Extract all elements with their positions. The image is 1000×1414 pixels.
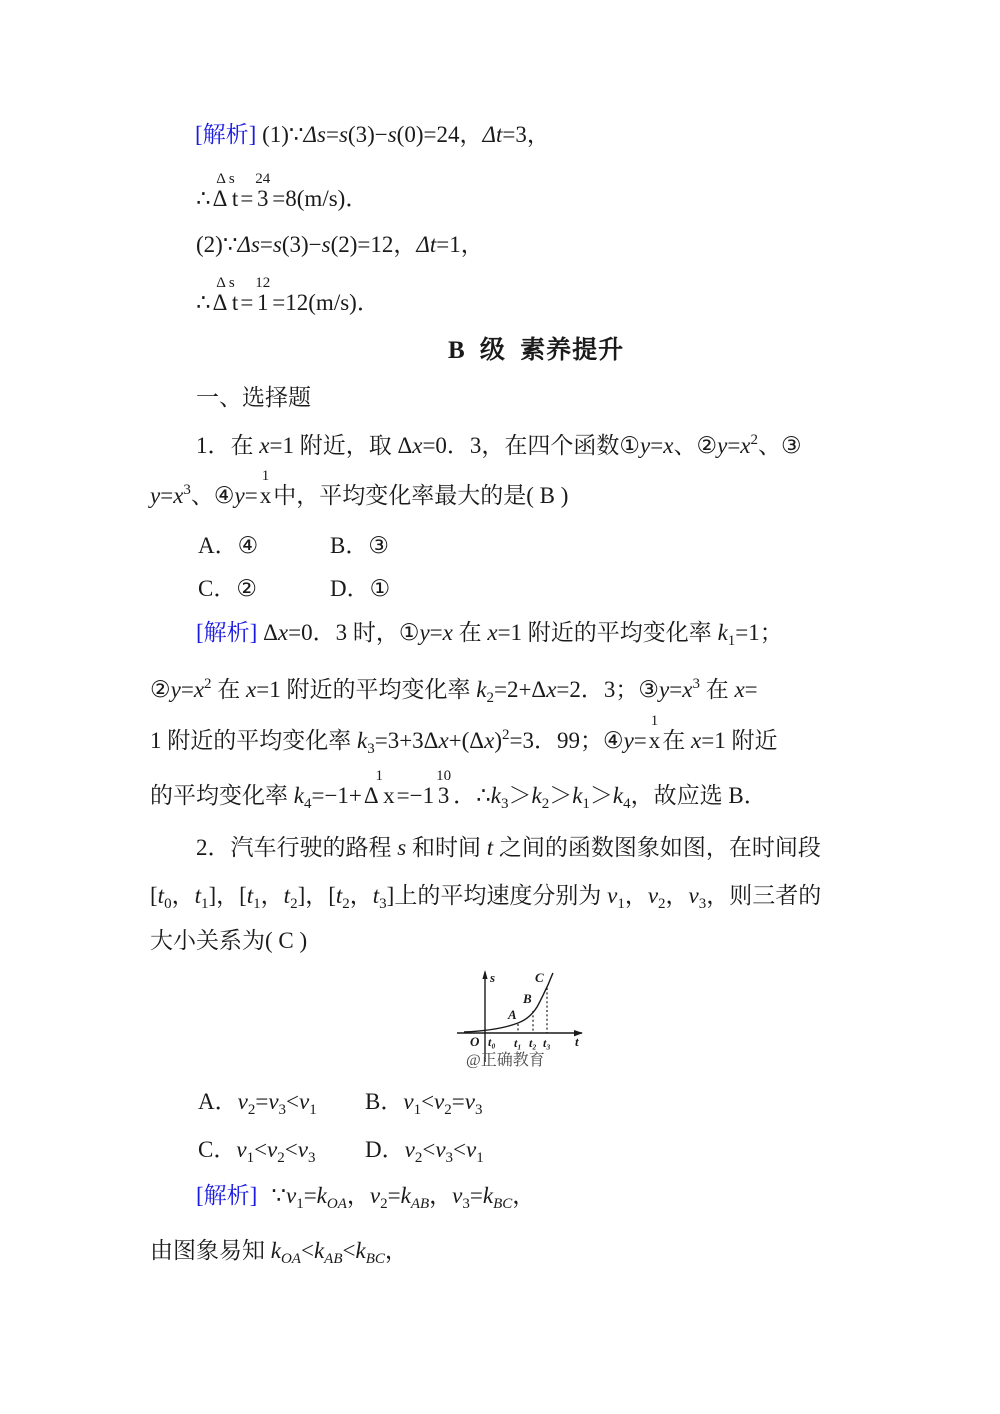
text-segment: ， xyxy=(624,883,648,908)
text-segment: = xyxy=(303,1183,317,1208)
text-segment: x xyxy=(663,433,674,458)
text-segment: ， xyxy=(429,1183,453,1208)
text-segment: x xyxy=(173,483,184,508)
text-segment: 中，平均变化率最大的是( B ) xyxy=(273,483,569,508)
text-segment: = xyxy=(451,1089,465,1114)
text-segment: C． xyxy=(198,1137,237,1162)
text-segment: t xyxy=(246,883,254,908)
fraction xyxy=(213,276,239,315)
point-label-b: B xyxy=(523,991,532,1006)
text-segment: = xyxy=(255,1089,269,1114)
fraction xyxy=(436,769,451,808)
solution1-line1 xyxy=(195,120,550,150)
text-segment: < xyxy=(421,1089,435,1114)
text-segment: 的平均变化率 xyxy=(150,783,294,808)
s-axis-label: s xyxy=(490,970,496,985)
text-segment: y xyxy=(170,677,181,702)
text-segment: = xyxy=(259,232,273,257)
fraction-numerator: 1 xyxy=(261,468,270,484)
origin-label: O xyxy=(470,1034,480,1049)
fraction-denominator: Δ t xyxy=(212,290,239,315)
fraction-numerator: 12 xyxy=(255,275,271,291)
text-segment: 3 xyxy=(445,1150,454,1166)
fraction xyxy=(255,276,270,315)
fraction-numerator: 1 xyxy=(375,768,384,784)
point-label-c: C xyxy=(535,970,544,985)
text-segment: < xyxy=(453,1137,467,1162)
text-segment: 在 xyxy=(699,677,735,702)
text-segment: OA xyxy=(326,1196,347,1212)
text-segment: t xyxy=(194,883,201,908)
text-segment: v xyxy=(464,1089,475,1114)
text-segment: = xyxy=(160,483,174,508)
question2-analysis-line xyxy=(196,1181,535,1219)
fraction-numerator: Δ s xyxy=(216,171,235,187)
text-segment: =1 附近的平均变化率 xyxy=(497,620,718,645)
text-segment: ， xyxy=(349,883,373,908)
text-segment: 2 xyxy=(501,727,510,743)
text-segment: =1， xyxy=(436,232,484,257)
text-segment: (1)∵ xyxy=(256,122,304,147)
solution1-line4 xyxy=(196,276,380,318)
text-segment: 2 xyxy=(277,1150,285,1166)
text-segment: k xyxy=(476,677,487,702)
text-segment: ∴ xyxy=(196,290,211,315)
text-segment: 2．汽车行驶的路程 xyxy=(196,835,398,860)
text-segment: t xyxy=(157,883,165,908)
text-segment: ， xyxy=(171,883,195,908)
text-segment: = xyxy=(240,290,254,315)
text-segment: BC xyxy=(365,1251,385,1267)
text-segment: k xyxy=(355,1238,366,1263)
text-segment: v xyxy=(236,1137,247,1162)
text-segment: < xyxy=(286,1089,300,1114)
text-segment: [解析] xyxy=(196,1183,258,1208)
text-segment: =3， xyxy=(502,122,550,147)
text-segment: Δt xyxy=(416,232,437,257)
text-segment: = xyxy=(744,677,758,702)
question1-analysis-line1 xyxy=(196,618,783,656)
fraction-denominator: x xyxy=(648,728,661,753)
text-segment: v xyxy=(267,1137,278,1162)
text-segment: x xyxy=(246,677,257,702)
text-segment: s xyxy=(387,122,397,147)
text-segment: =2．3；③ xyxy=(556,677,660,702)
text-segment: 1 xyxy=(200,896,209,912)
text-segment: = xyxy=(429,620,443,645)
text-segment: =1； xyxy=(735,620,783,645)
question2-line1 xyxy=(196,833,821,863)
text-segment: ]，[ xyxy=(208,883,247,908)
text-segment: v xyxy=(452,1183,463,1208)
text-segment: ]上的平均速度分别为 xyxy=(386,883,608,908)
text-segment: 4 xyxy=(623,796,631,812)
text-segment: 2 xyxy=(541,796,550,812)
text-segment: v xyxy=(688,883,699,908)
text-segment: =1 附近 xyxy=(701,728,778,753)
text-segment: = xyxy=(240,186,254,211)
text-segment: k xyxy=(357,728,368,753)
text-segment: 2 xyxy=(290,896,298,912)
question2-option-c xyxy=(198,1135,315,1173)
text-segment: 1 附近的平均变化率 xyxy=(150,728,357,753)
text-segment: 4 xyxy=(303,796,312,812)
fraction-numerator: 10 xyxy=(436,768,452,784)
text-segment: =−1+ xyxy=(311,783,362,808)
text-segment: v xyxy=(403,1089,414,1114)
text-segment: k xyxy=(572,783,583,808)
text-segment: x xyxy=(691,728,702,753)
question1-option-d: D．① xyxy=(330,576,391,601)
text-segment: +(Δ xyxy=(448,728,485,753)
text-segment: ， xyxy=(260,883,284,908)
text-segment: ∴ xyxy=(196,186,211,211)
question1-option-c: C．② xyxy=(198,576,257,601)
text-segment: x xyxy=(682,677,693,702)
fraction-denominator: 3 xyxy=(257,186,269,211)
t-axis-label: t xyxy=(575,1034,579,1049)
text-segment: 3 xyxy=(307,1150,316,1166)
fraction xyxy=(649,714,661,753)
solution1-line2 xyxy=(196,172,368,214)
text-segment: =−1 xyxy=(396,783,435,808)
text-segment: 2 xyxy=(204,676,212,692)
text-segment: x xyxy=(487,620,498,645)
text-segment: v xyxy=(607,883,618,908)
text-segment: y xyxy=(717,433,728,458)
question1-analysis-line2 xyxy=(150,669,758,713)
text-segment: D． xyxy=(365,1137,405,1162)
text-segment: ，则三者的 xyxy=(706,883,822,908)
text-segment: = xyxy=(180,677,194,702)
text-segment: =0．3，在四个函数① xyxy=(422,433,641,458)
text-segment: v xyxy=(268,1089,279,1114)
text-segment: 2 xyxy=(414,1150,423,1166)
text-segment: =3+3Δ xyxy=(374,728,439,753)
text-segment: AB xyxy=(410,1196,430,1212)
text-segment: s xyxy=(272,232,282,257)
text-segment: 、③ xyxy=(758,433,802,458)
text-segment: x xyxy=(193,677,205,702)
text-segment: BC xyxy=(493,1196,513,1212)
text-segment: = xyxy=(727,433,741,458)
text-segment: y xyxy=(659,677,670,702)
text-segment: Δs xyxy=(303,122,326,147)
text-segment: 1 xyxy=(309,1102,317,1118)
text-segment: 3 xyxy=(462,1196,470,1212)
text-segment: < xyxy=(342,1238,356,1263)
text-segment: 1 xyxy=(617,896,625,912)
text-segment: =3．99；④ xyxy=(509,728,624,753)
text-segment: = xyxy=(244,483,258,508)
question1-line2 xyxy=(150,469,568,511)
text-segment: 在 xyxy=(211,677,247,702)
text-segment: s xyxy=(321,232,331,257)
text-segment: s xyxy=(397,835,407,860)
fraction-denominator: 3 xyxy=(437,783,450,808)
fraction xyxy=(213,172,239,211)
text-segment: t xyxy=(335,883,343,908)
text-segment: 在 xyxy=(662,728,692,753)
text-segment: 0 xyxy=(164,896,172,912)
text-segment: =2+Δ xyxy=(493,677,547,702)
text-segment: y xyxy=(150,483,161,508)
text-segment: 3 xyxy=(698,896,707,912)
text-segment: =12(m/s)． xyxy=(272,290,380,315)
text-segment: k xyxy=(490,783,501,808)
text-segment: k xyxy=(270,1238,281,1263)
text-segment: 2 xyxy=(486,690,494,706)
text-segment: =1 附近，取 Δ xyxy=(269,433,413,458)
s-axis-arrow-icon xyxy=(482,970,487,979)
text-segment: y xyxy=(419,620,430,645)
question1-analysis-line4 xyxy=(150,769,767,819)
text-segment: 由图象易知 xyxy=(150,1238,271,1263)
text-segment: Δt xyxy=(482,122,503,147)
text-segment: = xyxy=(669,677,683,702)
text-segment: B． xyxy=(365,1089,404,1114)
text-segment: k xyxy=(531,783,542,808)
text-segment: AB xyxy=(324,1251,343,1267)
text-segment: (0)=24， xyxy=(396,122,483,147)
text-segment: 2 xyxy=(247,1102,256,1118)
text-segment: k xyxy=(482,1183,494,1208)
text-segment: Δs xyxy=(237,232,260,257)
question2-conclusion-line xyxy=(150,1236,408,1274)
tick-label-t2: t₂ xyxy=(529,1036,537,1050)
graph-svg xyxy=(448,962,624,1082)
tick-label-t0: t₀ xyxy=(488,1035,496,1049)
text-segment: v xyxy=(466,1137,477,1162)
question2-line3: 大小关系为( C ) xyxy=(150,928,308,953)
solution1-line3 xyxy=(196,230,484,260)
text-segment: 2 xyxy=(342,896,350,912)
text-segment: 1 xyxy=(727,633,736,649)
text-segment: 1 xyxy=(413,1102,422,1118)
text-segment: y xyxy=(623,728,634,753)
fraction xyxy=(260,469,272,508)
text-segment: =0．3 时，① xyxy=(288,620,420,645)
point-label-a: A xyxy=(508,1007,517,1022)
text-segment: 1 xyxy=(246,1150,255,1166)
watermark-text: @正确教育 xyxy=(466,1052,545,1069)
text-segment: v xyxy=(435,1137,446,1162)
text-segment: v xyxy=(299,1089,310,1114)
text-segment: 在 xyxy=(452,620,488,645)
question2-option-d xyxy=(365,1135,484,1173)
text-segment: ．∴ xyxy=(453,783,491,808)
text-segment: ， xyxy=(384,1238,408,1263)
text-segment: ， xyxy=(346,1183,370,1208)
text-segment: x xyxy=(412,433,423,458)
text-segment: Δ xyxy=(257,620,278,645)
fraction-denominator: Δ t xyxy=(212,186,239,211)
text-segment: 3 xyxy=(474,1102,483,1118)
text-segment: x xyxy=(438,728,449,753)
text-segment: k xyxy=(612,783,624,808)
text-segment: ，故应选 B． xyxy=(630,783,767,808)
text-segment: [解析] xyxy=(196,620,258,645)
text-segment: t xyxy=(283,883,291,908)
fraction xyxy=(255,172,270,211)
text-segment: 1 xyxy=(296,1196,304,1212)
fraction-denominator: x xyxy=(259,483,272,508)
text-segment: t xyxy=(372,883,380,908)
text-segment: A． xyxy=(198,1089,238,1114)
text-segment: k xyxy=(316,1183,327,1208)
text-segment: x xyxy=(734,677,745,702)
text-segment: x xyxy=(546,677,557,702)
question1-option-a: A．④ xyxy=(198,533,259,558)
text-segment: v xyxy=(369,1183,381,1208)
text-segment: < xyxy=(300,1238,314,1263)
text-segment: ∵ xyxy=(271,1183,286,1208)
text-segment: 之间的函数图象如图，在时间段 xyxy=(493,835,821,860)
text-segment: =1 附近的平均变化率 xyxy=(256,677,477,702)
text-segment: = xyxy=(650,433,664,458)
distance-time-graph xyxy=(448,962,624,1082)
text-segment: ， xyxy=(512,1183,536,1208)
text-segment: x xyxy=(259,433,270,458)
text-segment: 1 xyxy=(253,896,261,912)
text-segment: < xyxy=(284,1137,298,1162)
text-segment: v xyxy=(297,1137,308,1162)
text-segment: s xyxy=(338,122,348,147)
text-segment: 和时间 xyxy=(406,835,487,860)
text-segment: 、② xyxy=(673,433,718,458)
text-segment: 1 xyxy=(476,1150,484,1166)
fraction-numerator: 24 xyxy=(255,171,271,187)
text-segment: ， xyxy=(665,883,689,908)
text-segment: ＞ xyxy=(549,783,573,808)
text-segment: (3)− xyxy=(347,122,388,147)
question2-option-b xyxy=(365,1087,482,1125)
question2-line2 xyxy=(150,881,821,919)
text-segment: 3 xyxy=(692,676,700,692)
text-segment: y xyxy=(234,483,245,508)
text-segment: ② xyxy=(150,677,171,702)
text-segment: v xyxy=(237,1089,248,1114)
text-segment: (2)=12， xyxy=(330,232,417,257)
text-segment: [ xyxy=(150,883,158,908)
text-segment: [解析] xyxy=(195,122,257,147)
fraction xyxy=(364,769,395,808)
text-segment: (2)∵ xyxy=(196,232,238,257)
tick-label-t3: t₃ xyxy=(543,1036,551,1050)
text-segment: t xyxy=(486,835,494,860)
text-segment: 3 xyxy=(183,482,191,498)
fraction-denominator: Δ x xyxy=(363,783,395,808)
text-segment: 、④ xyxy=(190,483,235,508)
text-segment: v xyxy=(404,1137,415,1162)
text-segment: v xyxy=(434,1089,445,1114)
text-segment: 2 xyxy=(658,896,666,912)
text-segment: 3 xyxy=(379,896,387,912)
text-segment: =8(m/s)． xyxy=(272,186,369,211)
text-segment: ) xyxy=(494,728,502,753)
text-segment: = xyxy=(469,1183,483,1208)
text-segment: x xyxy=(442,620,453,645)
question2-option-a xyxy=(198,1087,317,1125)
text-segment: 2 xyxy=(380,1196,388,1212)
fraction-numerator: 1 xyxy=(650,713,659,729)
fraction-denominator: 1 xyxy=(257,290,269,315)
text-segment: ]，[ xyxy=(297,883,336,908)
text-segment: 3 xyxy=(500,796,509,812)
text-segment: = xyxy=(387,1183,401,1208)
text-segment: k xyxy=(400,1183,411,1208)
fraction-numerator: Δ s xyxy=(216,275,235,291)
text-segment: k xyxy=(313,1238,325,1263)
text-segment: v xyxy=(647,883,659,908)
text-segment: 2 xyxy=(750,432,759,448)
question1-option-b: B．③ xyxy=(330,533,389,558)
text-segment: y xyxy=(640,433,651,458)
text-segment: x xyxy=(740,433,751,458)
text-segment: k xyxy=(293,783,304,808)
text-segment: (3)− xyxy=(281,232,322,257)
text-segment: < xyxy=(254,1137,268,1162)
text-segment: x xyxy=(484,728,495,753)
tick-label-t1: t₁ xyxy=(514,1036,522,1050)
text-segment: 1 xyxy=(582,796,590,812)
text-segment: 3 xyxy=(367,741,375,757)
text-segment: ＞ xyxy=(508,783,532,808)
text-segment: = xyxy=(633,728,647,753)
text-segment: ＞ xyxy=(589,783,613,808)
question1-line1 xyxy=(196,425,802,461)
text-segment: 1．在 xyxy=(196,433,260,458)
text-segment: x xyxy=(277,620,289,645)
section-subheading: 一、选择题 xyxy=(196,385,311,410)
text-segment: k xyxy=(717,620,728,645)
text-segment: OA xyxy=(280,1251,301,1267)
text-segment: v xyxy=(285,1183,297,1208)
text-segment: 2 xyxy=(444,1102,452,1118)
section-b-heading: B 级 素养提升 xyxy=(448,337,625,364)
question1-analysis-line3 xyxy=(150,714,777,764)
text-segment: = xyxy=(325,122,339,147)
text-segment: < xyxy=(422,1137,436,1162)
text-segment: 3 xyxy=(278,1102,287,1118)
